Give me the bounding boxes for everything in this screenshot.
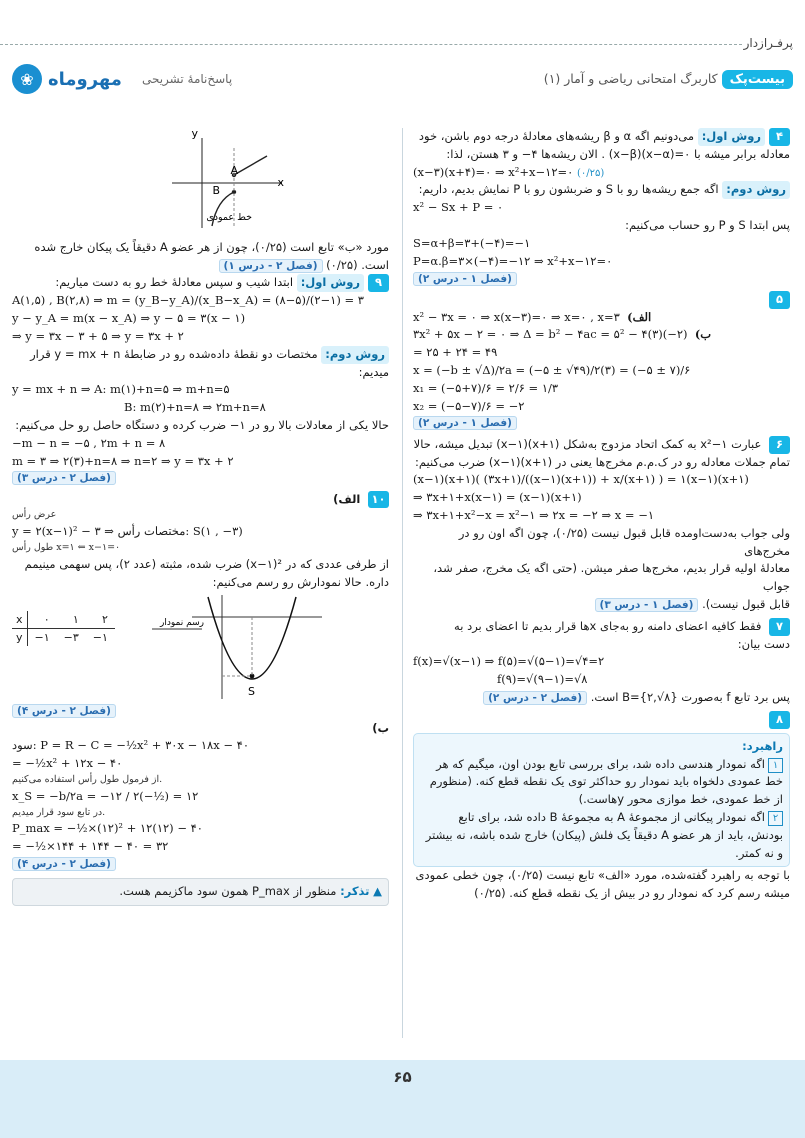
math-line: y − y_A = m(x − x_A) ⇒ y − ۵ = ۳(x − ۱) bbox=[12, 311, 246, 326]
right-column bbox=[413, 128, 790, 907]
question-number: ۶ bbox=[769, 436, 790, 454]
question-number: ۱۰ bbox=[368, 491, 389, 509]
annotation: طول رأس x=۱ ⇐ x−۱=۰ bbox=[12, 541, 121, 553]
table-cell: ۲ bbox=[101, 613, 108, 627]
brand-label: پرفـرازدار bbox=[743, 36, 793, 50]
vertical-line-label: خط عمودی bbox=[206, 212, 252, 223]
text-line: قابل قبول نیست). bbox=[702, 597, 790, 612]
header-title: کاربرگ امتحانی ریاضی و آمار (۱) bbox=[543, 71, 718, 86]
answer-8 bbox=[413, 711, 790, 903]
math-line: x_S = −b/۲a = −۱۲ / ۲(−½) = ۱۲ bbox=[12, 788, 199, 803]
math-line: x² − ۳x = ۰ ⇒ x(x−۳)=۰ ⇒ x=۰ , x=۳ (الف bbox=[413, 309, 652, 324]
point-number: ۲ bbox=[768, 811, 783, 826]
math-line: = ۲۵ + ۲۴ = ۴۹ bbox=[413, 345, 498, 360]
question-number: ۵ bbox=[769, 291, 790, 309]
text-line: مختصات دو نقطۀ داده‌شده رو در ضابطۀ y = mx + n قرار میدیم: bbox=[30, 346, 389, 379]
text-line: داره. حالا نمودارش رو رسم می‌کنیم: bbox=[212, 574, 389, 589]
parabola-figure bbox=[12, 591, 389, 703]
math-line: ⇒ ۳x+۱+x²−x = x²−۱ ⇒ ۲x = −۲ ⇒ x = −۱ bbox=[413, 507, 655, 522]
text-line: حالا یکی از معادلات بالا رو در ۱− ضرب کرده و دستگاه حاصل رو حل می‌کنیم: bbox=[15, 417, 389, 432]
axis-label-x: x bbox=[277, 176, 284, 189]
lesson-ref: (فصل ۲ - درس ۴) bbox=[12, 856, 389, 872]
part-label: ب) bbox=[372, 720, 389, 735]
header-title-group bbox=[544, 70, 793, 89]
answer-7 bbox=[413, 618, 790, 707]
math-line: y = ۲(x−۱)² − ۳ ⇒ مختصات رأس: S(۱ , −۳) bbox=[12, 524, 243, 539]
text-line: معادله برابر میشه با ۰=(x−α)(x−β) . الان ریشه‌ها ۴− و ۳ هستن، لذا: bbox=[446, 146, 790, 161]
math-line: f(x)=√(x−۱) ⇒ f(۵)=√(۵−۱)=√۴=۲ bbox=[413, 654, 605, 669]
math-line: y = mx + n ⇒ A: m(۱)+n=۵ ⇒ m+n=۵ bbox=[12, 382, 230, 397]
lesson-ref: (فصل ۲ - درس ۱) bbox=[219, 259, 323, 273]
publisher-logo bbox=[12, 64, 232, 94]
question-number: ۸ bbox=[769, 711, 790, 729]
top-divider bbox=[0, 44, 742, 45]
text-line: فقط کافیه اعضای دامنه رو به‌جای xها قرار بدیم تا اعضای برد به bbox=[454, 618, 762, 633]
table-cell: −۱ bbox=[92, 631, 108, 645]
math-line: ⇒ ۳x+۱+x(x−۱) = (x−۱)(x+۱) bbox=[413, 490, 582, 505]
left-column bbox=[12, 128, 389, 910]
header-badge: بیست‌پک bbox=[722, 70, 793, 89]
parabola-graph bbox=[12, 591, 389, 703]
answer-9 bbox=[12, 274, 389, 486]
annotation: از فرمول طول رأس استفاده می‌کنیم. bbox=[12, 774, 163, 786]
lesson-ref: (فصل ۱ - درس ۳) bbox=[595, 598, 699, 612]
math-line: A(۱,۵) , B(۲,۸) ⇒ m = (y_B−y_A)/(x_B−x_A) = (۸−۵)/(۲−۱) = ۳ bbox=[12, 293, 364, 308]
lesson-ref: (فصل ۲ - درس ۴) bbox=[12, 703, 389, 719]
table-cell: y bbox=[12, 629, 27, 647]
table-cell: ۰ bbox=[43, 613, 50, 627]
page-header bbox=[12, 62, 793, 102]
math-line: B: m(۲)+n=۸ ⇒ ۲m+n=۸ bbox=[124, 400, 266, 415]
text-line: مورد «ب» تابع است (۰/۲۵)، چون از هر عضو A دقیقاً یک پیکان خارج شده bbox=[34, 239, 389, 254]
table-cell: −۳ bbox=[63, 631, 79, 645]
question-number: ۷ bbox=[769, 618, 790, 636]
logo-tag: پاسخ‌نامۀ تشریحی bbox=[141, 72, 233, 86]
strategy-box bbox=[413, 733, 790, 868]
text-line: پس ابتدا S و P رو حساب می‌کنیم: bbox=[625, 218, 790, 233]
logo-name: مهروماه bbox=[48, 68, 122, 90]
text-line: اگه جمع ریشه‌ها رو با S و ضربشون رو با P نمایش بدیم، داریم: bbox=[418, 182, 719, 197]
answer-4 bbox=[413, 128, 790, 287]
method-tag: روش دوم: bbox=[722, 181, 790, 199]
math-line: f(۹)=√(۹−۱)=√۸ bbox=[497, 672, 588, 687]
text-line: ولی جواب به‌دست‌اومده قابل قبول نیست (۰/۲۵)، چون اگه اون رو در مخرج‌های bbox=[458, 525, 790, 558]
math-line: x₂ = (−۵−۷)/۶ = −۲ bbox=[413, 398, 525, 413]
function-graph bbox=[12, 128, 389, 233]
math-line: x = (−b ± √Δ)/۲a = (−۵ ± √۴۹)/۲(۳) = (−۵ ± ۷)/۶ bbox=[413, 363, 691, 378]
strategy-point: اگه نمودار پیکانی از مجموعۀ A به مجموعۀ B داده شد، برای تابع بودنش، باید از هر عضو A دقیقاً یک فلش (پیکان) خارج شده باشه، نه بیشتر و نه کمتر. bbox=[425, 809, 783, 860]
lesson-ref: (فصل ۲ - درس ۲) bbox=[483, 691, 587, 705]
vertex-label: S bbox=[248, 685, 255, 699]
math-line: S=α+β=۳+(−۴)=−۱ bbox=[413, 235, 531, 250]
strategy-point: اگه نمودار هندسی داده شد، برای بررسی تابع بودن اون، میگیم که هر خط عمودی دلخواه باید نمودار رو حداکثر توی یک نقطه قطع کنه. (منظورم از خط عمودی، خط موازی محور yهاست.) bbox=[429, 756, 783, 807]
part-label: الف) bbox=[333, 491, 361, 506]
math-line: x² − Sx + P = ۰ bbox=[413, 200, 504, 215]
table-cell: −۱ bbox=[34, 631, 50, 645]
math-line: (x−۳)(x+۴)=۰ ⇒ x²+x−۱۲=۰ (۰/۲۵) bbox=[413, 164, 605, 179]
label-a: A bbox=[230, 164, 238, 177]
point-number: ۱ bbox=[768, 758, 783, 773]
math-line: P=α.β=۳×(−۴)=−۱۲ ⇒ x²+x−۱۲=۰ bbox=[413, 253, 613, 268]
question-number: ۹ bbox=[368, 274, 389, 292]
math-line: = −½x² + ۱۲x − ۴۰ bbox=[12, 756, 123, 771]
lesson-ref: (فصل ۱ - درس ۲) bbox=[413, 271, 790, 287]
text-line: پس برد تابع f به‌صورت B={۲,√۸} است. bbox=[590, 690, 790, 705]
table-cell: x bbox=[12, 611, 27, 629]
remark-title: تذکر: bbox=[340, 884, 370, 899]
lesson-ref: (فصل ۲ - درس ۳) bbox=[12, 470, 389, 486]
answer-5 bbox=[413, 291, 790, 432]
question-number: ۴ bbox=[769, 128, 790, 146]
math-line: m = ۳ ⇒ ۲(۳)+n=۸ ⇒ n=۲ ⇒ y = ۳x + ۲ bbox=[12, 453, 234, 468]
graph-segment bbox=[234, 156, 267, 175]
math-line: ۳x² + ۵x − ۲ = ۰ ⇒ Δ = b² − ۴ac = ۵² − ۴(۳)(−۲) (ب bbox=[413, 327, 712, 342]
math-line: P_max = −½×(۱۲)² + ۱۲(۱۲) − ۴۰ bbox=[12, 821, 203, 836]
warning-icon: ▲ bbox=[373, 884, 382, 899]
math-line: −m − n = −۵ , ۲m + n = ۸ bbox=[12, 435, 166, 450]
method-tag: روش اول: bbox=[698, 128, 765, 146]
answer-6 bbox=[413, 436, 790, 614]
math-line: = −½×۱۴۴ + ۱۴۴ − ۴۰ = ۳۲ bbox=[12, 839, 169, 854]
lesson-ref: (فصل ۱ - درس ۲) bbox=[413, 415, 790, 431]
annotation: عرض رأس bbox=[12, 509, 57, 521]
remark-text: منظور از P_max همون سود ماکزیمم هست. bbox=[119, 884, 337, 899]
answer-10 bbox=[12, 491, 389, 906]
text-line: است. (۰/۲۵) bbox=[326, 257, 389, 272]
math-line: x₁ = (−۵+۷)/۶ = ۲/۶ = ۱/۳ bbox=[413, 380, 559, 395]
strategy-title: راهبرد: bbox=[742, 738, 783, 753]
method-tag: روش اول: bbox=[297, 274, 364, 292]
method-tag: روش دوم: bbox=[321, 346, 389, 364]
text-line: از طرفی عددی که در ²(x−۱) ضرب شده، مثبته (عدد ۲)، پس سهمی مینیمم bbox=[24, 556, 389, 571]
butterfly-icon: ❀ bbox=[12, 64, 42, 94]
math-line: سود: P = R − C = −½x² + ۳۰x − ۱۸x − ۴۰ bbox=[12, 738, 250, 753]
math-line: ⇒ y = ۳x − ۳ + ۵ ⇒ y = ۳x + ۲ bbox=[12, 328, 184, 343]
text-line: دست بیان: bbox=[737, 636, 790, 651]
axis-label-y: y bbox=[191, 128, 198, 140]
table-cell: ۱ bbox=[72, 613, 79, 627]
text-line: می‌دونیم اگه α و β ریشه‌های معادلۀ درجه دوم باشن، خود bbox=[418, 129, 695, 143]
text-line: ابتدا شیب و سپس معادلۀ خط رو به دست میاریم: bbox=[55, 275, 294, 290]
column-divider bbox=[402, 128, 403, 1038]
text-line: عبارت x²−۱ به کمک اتحاد مزدوج به‌شکل (x+۱)(x−۱) تبدیل میشه، حالا bbox=[413, 436, 762, 451]
text-line: میشه رسم کرد که نمودار رو در بیش از یک نقطه قطع کنه. (۰/۲۵) bbox=[474, 886, 790, 901]
math-line: (x−۱)(x+۱)( (۳x+۱)/((x−۱)(x+۱)) + x/(x+۱) ) = ۱(x−۱)(x+۱) bbox=[413, 472, 749, 487]
text-line: با توجه به راهبرد گفته‌شده، مورد «الف» تابع نیست (۰/۲۵)، چون خطی عمودی bbox=[415, 868, 790, 883]
remark-box bbox=[12, 878, 389, 906]
page-number: ۶۵ bbox=[393, 1068, 412, 1086]
annotation: در تابع سود قرار میدیم. bbox=[12, 806, 106, 818]
text-line: تمام جملات معادله رو در ک.م.م مخرج‌ها یعنی در (x+۱)(x−۱) ضرب می‌کنیم: bbox=[414, 454, 790, 469]
arrow-label: رسم نمودار bbox=[160, 618, 204, 629]
label-b: B bbox=[212, 184, 220, 197]
text-line: معادلۀ اولیه قرار بدیم، مخرج‌ها صفر میشن. (حتی اگه یک مخرج، صفر شد، جواب bbox=[433, 561, 790, 594]
